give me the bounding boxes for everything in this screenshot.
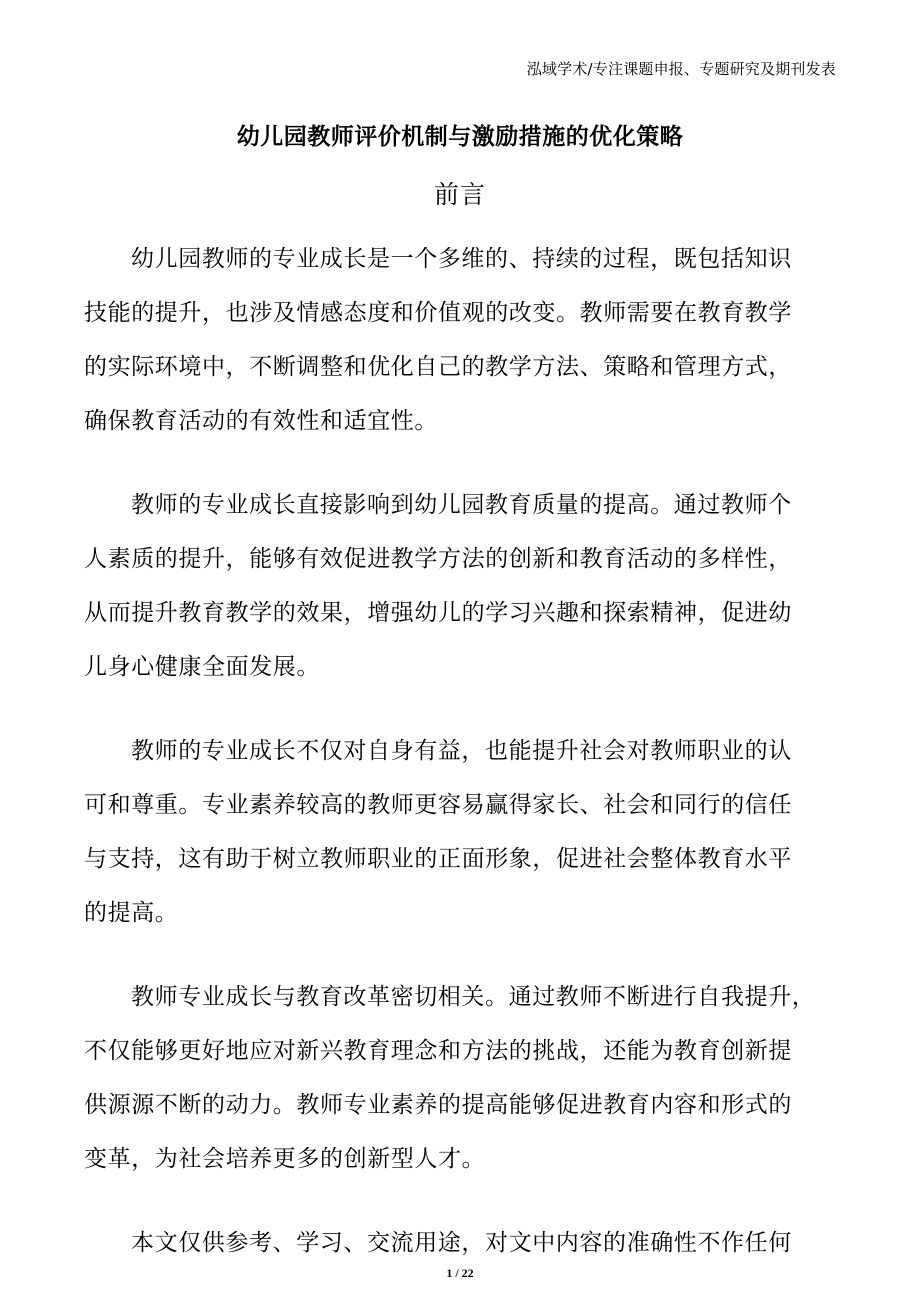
text-line: 的实际环境中，不断调整和优化自己的教学方法、策略和管理方式， [84,354,792,380]
header-tagline: 泓域学术/专注课题申报、专题研究及期刊发表 [526,60,836,78]
paragraph-4 [84,970,836,1186]
paragraph-3 [84,724,836,940]
text-line: 从而提升教育教学的效果，增强幼儿的学习兴趣和探索精神，促进幼 [84,600,792,626]
text-line: 变革，为社会培养更多的创新型人才。 [84,1146,486,1172]
section-heading: 前言 [433,180,486,209]
document-title: 幼儿园教师评价机制与激励措施的优化策略 [236,124,684,150]
text-line: 幼儿园教师的专业成长是一个多维的、持续的过程，既包括知识 [131,246,792,272]
text-line: 供源源不断的动力。教师专业素养的提高能够促进教育内容和形式的 [84,1092,792,1118]
text-line: 不仅能够更好地应对新兴教育理念和方法的挑战，还能为教育创新提 [84,1038,792,1064]
text-line: 本文仅供参考、学习、交流用途，对文中内容的准确性不作任何 [131,1230,792,1256]
page-number: 1 / 22 [446,1266,474,1280]
text-line: 教师的专业成长不仅对自身有益，也能提升社会对教师职业的认 [131,738,792,764]
text-line: 与支持，这有助于树立教师职业的正面形象，促进社会整体教育水平 [84,846,792,872]
text-line: 教师专业成长与教育改革密切相关。通过教师不断进行自我提升， [131,984,816,1010]
text-line: 人素质的提升，能够有效促进教学方法的创新和教育活动的多样性， [84,546,792,572]
paragraph-2 [84,478,836,694]
text-line: 确保教育活动的有效性和适宜性。 [84,408,438,434]
text-line: 技能的提升，也涉及情感态度和价值观的改变。教师需要在教育教学 [84,300,792,326]
text-line: 教师的专业成长直接影响到幼儿园教育质量的提高。通过教师个 [131,492,792,518]
text-line: 可和尊重。专业素养较高的教师更容易赢得家长、社会和同行的信任 [84,792,792,818]
paragraph-5 [84,1216,836,1270]
body-text [84,232,836,1300]
paragraph-1 [84,232,836,448]
text-line: 的提高。 [84,900,179,926]
text-line: 儿身心健康全面发展。 [84,654,320,680]
